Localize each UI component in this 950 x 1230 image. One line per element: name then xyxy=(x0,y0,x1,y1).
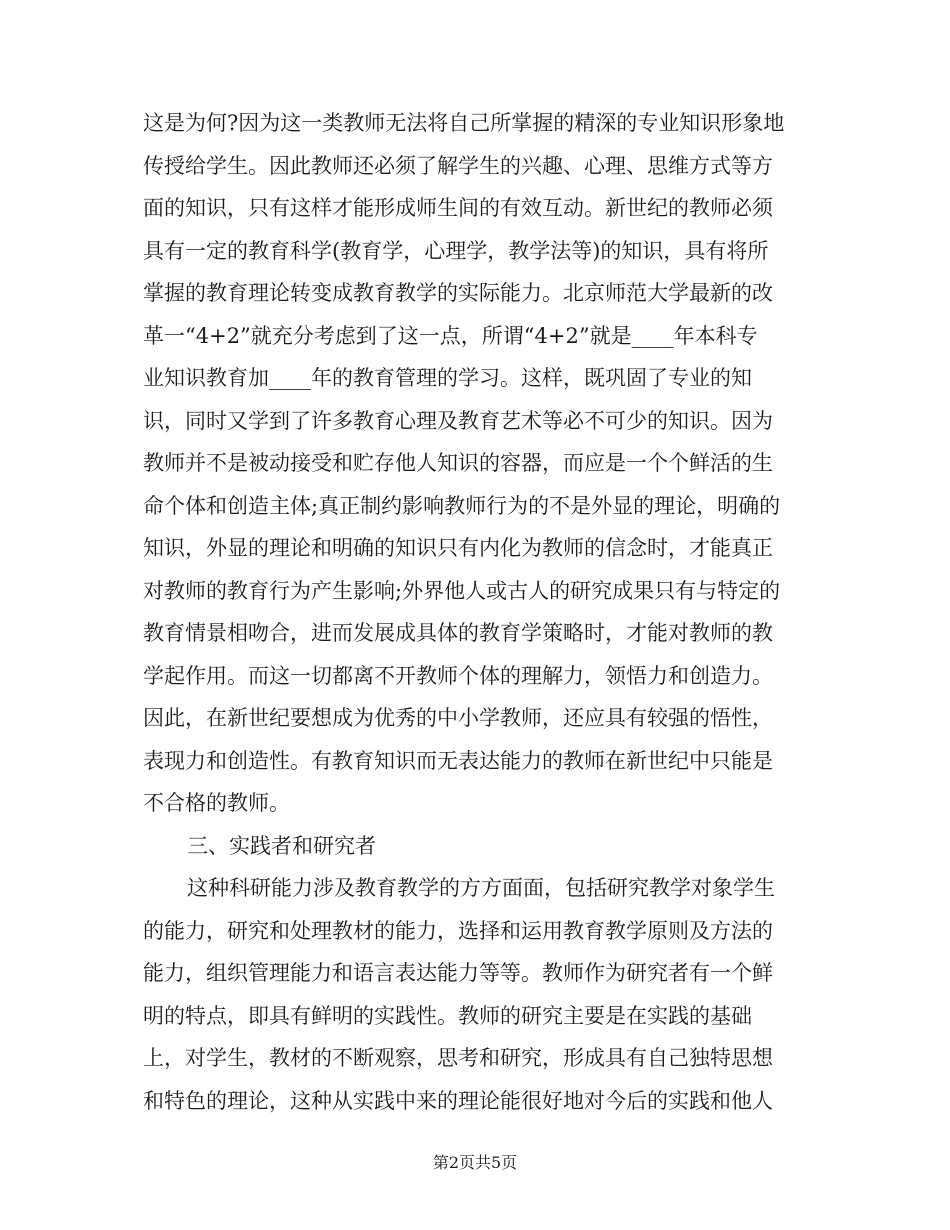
text-line: 教育情景相吻合，进而发展成具体的教育学策略时，才能对教师的教 xyxy=(143,621,773,645)
text-line: 革一“4+2”就充分考虑到了这一点，所谓“4+2”就是____年本科专 xyxy=(143,323,758,348)
text-line: 这是为何?因为这一类教师无法将自己所掌握的精深的专业知识形象地 xyxy=(143,111,785,135)
text-line: 掌握的教育理论转变成教育教学的实际能力。北京师范大学最新的改 xyxy=(143,281,773,305)
text-line: 这种科研能力涉及教育教学的方方面面，包括研究教学对象学生 xyxy=(187,876,775,900)
page-number: 第2页共5页 xyxy=(432,1153,518,1172)
text-line: 不合格的教师。 xyxy=(143,791,290,815)
text-line: 对教师的教育行为产生影响;外界他人或古人的研究成果只有与特定的 xyxy=(143,578,781,603)
text-line: 明的特点，即具有鲜明的实践性。教师的研究主要是在实践的基础 xyxy=(143,1003,752,1028)
text-line: 的能力，研究和处理教材的能力，选择和运用教育教学原则及方法的 xyxy=(143,918,773,943)
section-heading: 三、实践者和研究者 xyxy=(187,833,376,858)
text-line: 教师并不是被动接受和贮存他人知识的容器，而应是一个个鲜活的生 xyxy=(143,451,773,475)
text-line: 传授给学生。因此教师还必须了解学生的兴趣、心理、思维方式等方 xyxy=(143,153,773,178)
text-line: 具有一定的教育科学(教育学，心理学，教学法等)的知识，具有将所 xyxy=(143,238,769,263)
text-line: 面的知识，只有这样才能形成师生间的有效互动。新世纪的教师必须 xyxy=(143,196,773,220)
text-line: 识，同时又学到了许多教育心理及教育艺术等必不可少的知识。因为 xyxy=(143,408,773,433)
text-line: 学起作用。而这一切都离不开教师个体的理解力，领悟力和创造力。 xyxy=(143,663,773,688)
text-line: 表现力和创造性。有教育知识而无表达能力的教师在新世纪中只能是 xyxy=(143,748,773,773)
text-line: 命个体和创造主体;真正制约影响教师行为的不是外显的理论，明确的 xyxy=(143,493,781,518)
text-line: 知识，外显的理论和明确的知识只有内化为教师的信念时，才能真正 xyxy=(143,536,773,560)
text-line: 因此，在新世纪要想成为优秀的中小学教师，还应具有较强的悟性， xyxy=(143,706,773,730)
text-line: 能力，组织管理能力和语言表达能力等等。教师作为研究者有一个鲜 xyxy=(143,961,773,985)
text-line: 业知识教育加____年的教育管理的学习。这样，既巩固了专业的知 xyxy=(143,366,752,390)
body-text xyxy=(143,102,843,1122)
text-line: 和特色的理论，这种从实践中来的理论能很好地对今后的实践和他人 xyxy=(143,1088,773,1113)
text-line: 上，对学生，教材的不断观察，思考和研究，形成具有自己独特思想 xyxy=(143,1046,773,1070)
